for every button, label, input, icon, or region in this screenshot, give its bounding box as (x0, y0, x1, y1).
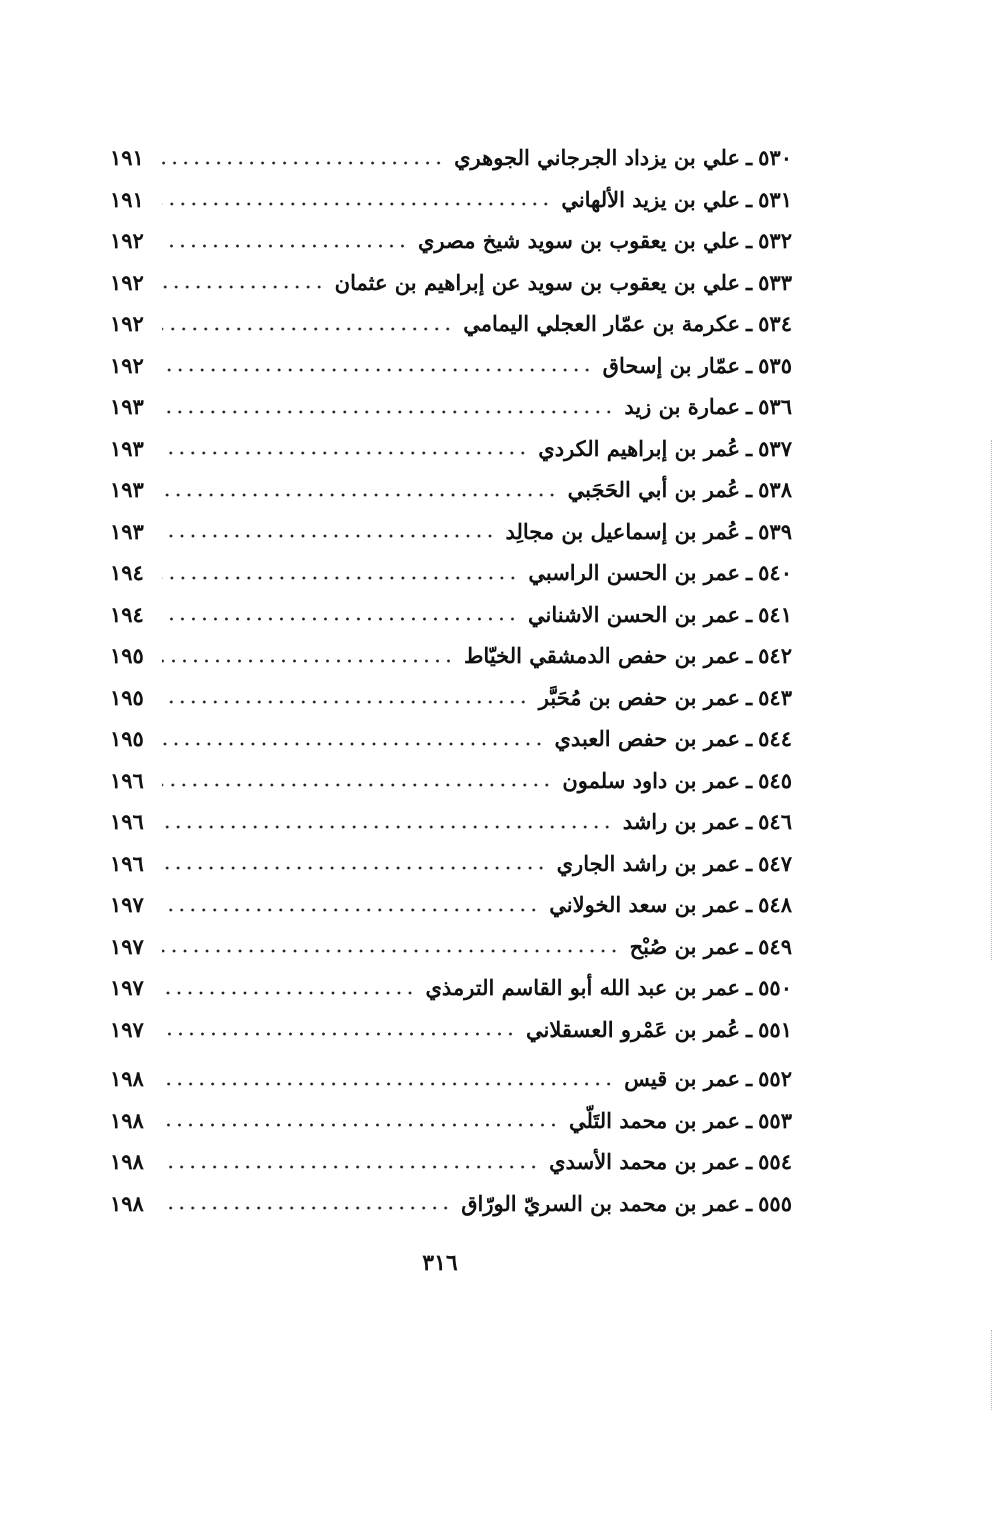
entry-separator: ـ (746, 394, 753, 420)
entry-page-number: ١٩٨ (110, 1190, 144, 1216)
entry-title: عمر بن قيس (624, 1066, 740, 1092)
entry-separator: ـ (746, 1149, 753, 1175)
entry-page-number: ١٩٧ (110, 933, 144, 959)
entry-separator: ـ (746, 1107, 753, 1133)
dot-leader (162, 1032, 516, 1036)
list-item (110, 718, 792, 760)
dot-leader (162, 783, 552, 787)
entry-number: ٥٤٠ (758, 560, 792, 586)
entry-separator: ـ (746, 933, 753, 959)
entry-separator: ـ (746, 767, 753, 793)
entry-separator: ـ (746, 726, 753, 752)
entry-separator: ـ (746, 809, 753, 835)
list-item (110, 635, 792, 677)
entry-number: ٥٣٢ (758, 228, 792, 254)
list-item (110, 594, 792, 636)
entry-page-number: ١٩٥ (110, 726, 144, 752)
entry-title: علي بن يزداد الجرجاني الجوهري (454, 145, 740, 171)
dot-leader (162, 202, 551, 206)
entry-title: عمر بن محمد الأسدي (549, 1149, 740, 1175)
entry-page-number: ١٩٦ (110, 850, 144, 876)
list-item (110, 1183, 792, 1225)
list-item (110, 1141, 792, 1183)
dot-leader (162, 659, 454, 663)
entry-number: ٥٣٨ (758, 477, 792, 503)
entry-separator: ـ (746, 684, 753, 710)
entry-separator: ـ (746, 1016, 753, 1042)
entry-number: ٥٣٩ (758, 518, 792, 544)
entry-number: ٥٤٤ (758, 726, 792, 752)
entry-separator: ـ (746, 145, 753, 171)
entry-page-number: ١٩٨ (110, 1066, 144, 1092)
dot-leader (162, 949, 620, 953)
list-item (110, 303, 792, 345)
entry-number: ٥٣٣ (758, 269, 792, 295)
entry-page-number: ١٩٢ (110, 311, 144, 337)
entry-title: عمر بن سعد الخولاني (549, 892, 740, 918)
dot-leader (162, 866, 547, 870)
list-item (110, 262, 792, 304)
scan-edge-mark (990, 1330, 992, 1410)
entry-page-number: ١٩٨ (110, 1149, 144, 1175)
entry-separator: ـ (746, 1190, 753, 1216)
entry-title: عُمر بن إسماعيل بن مجالِد (505, 518, 740, 544)
entry-separator: ـ (746, 311, 753, 337)
entry-page-number: ١٩٥ (110, 684, 144, 710)
entry-number: ٥٥٣ (758, 1107, 792, 1133)
entry-page-number: ١٩٣ (110, 394, 144, 420)
list-item (110, 137, 792, 179)
entry-title: عمر بن داود سلمون (562, 767, 740, 793)
entry-number: ٥٤٩ (758, 933, 792, 959)
scan-edge-mark (990, 440, 992, 960)
entry-title: عمر بن محمد بن السريّ الورّاق (461, 1190, 740, 1216)
dot-leader (162, 1082, 614, 1086)
entry-separator: ـ (746, 560, 753, 586)
entry-page-number: ١٩٦ (110, 767, 144, 793)
entry-title: عمر بن راشد الجاري (556, 850, 740, 876)
dot-leader (162, 576, 518, 580)
dot-leader (162, 1165, 539, 1169)
entry-separator: ـ (746, 352, 753, 378)
entry-page-number: ١٩١ (110, 145, 144, 171)
entry-separator: ـ (746, 1066, 753, 1092)
dot-leader (162, 368, 593, 372)
list-item (110, 843, 792, 885)
entry-page-number: ١٩٤ (110, 560, 144, 586)
list-item (110, 884, 792, 926)
entry-title: عمر بن صُبْح (629, 933, 740, 959)
entry-separator: ـ (746, 975, 753, 1001)
page-number: ٣١٦ (422, 1250, 458, 1276)
entry-title: عمر بن محمد التَلّي (568, 1107, 740, 1133)
entry-title: علي بن يعقوب بن سويد شيخ مصري (417, 228, 740, 254)
dot-leader (162, 285, 325, 289)
entry-number: ٥٤٣ (758, 684, 792, 710)
entry-number: ٥٥٢ (758, 1066, 792, 1092)
entry-separator: ـ (746, 477, 753, 503)
entry-separator: ـ (746, 518, 753, 544)
entry-number: ٥٤٦ (758, 809, 792, 835)
list-item (110, 511, 792, 553)
entry-title: عمر بن حفص الدمشقي الخيّاط (464, 643, 740, 669)
entry-title: عُمر بن أبي الحَجَبي (567, 477, 740, 503)
list-item (110, 220, 792, 262)
entry-number: ٥٤٢ (758, 643, 792, 669)
entry-title: علي بن يعقوب بن سويد عن إبراهيم بن عثمان (334, 269, 740, 295)
entry-number: ٥٥٤ (758, 1149, 792, 1175)
entry-number: ٥٣٥ (758, 352, 792, 378)
entry-title: عكرمة بن عمّار العجلي اليمامي (463, 311, 740, 337)
list-item (110, 1058, 792, 1100)
dot-leader (162, 493, 558, 497)
list-item (110, 552, 792, 594)
table-of-contents (110, 137, 792, 1224)
dot-leader (162, 534, 495, 538)
entry-number: ٥٤٧ (758, 850, 792, 876)
dot-leader (162, 825, 613, 829)
list-item (110, 760, 792, 802)
entry-separator: ـ (746, 601, 753, 627)
dot-leader (162, 742, 544, 746)
list-item (110, 1009, 792, 1051)
entry-separator: ـ (746, 435, 753, 461)
entry-page-number: ١٩٢ (110, 269, 144, 295)
entry-separator: ـ (746, 850, 753, 876)
entry-title: عمر بن راشد (622, 809, 740, 835)
dot-leader (162, 700, 529, 704)
dot-leader (162, 451, 528, 455)
entry-title: عمر بن حفص بن مُحَبَّر (538, 684, 740, 710)
list-item (110, 801, 792, 843)
entry-page-number: ١٩٤ (110, 601, 144, 627)
dot-leader (162, 1206, 451, 1210)
dot-leader (162, 327, 453, 331)
list-item (110, 926, 792, 968)
entry-separator: ـ (746, 892, 753, 918)
entry-separator: ـ (746, 643, 753, 669)
entry-page-number: ١٩٢ (110, 228, 144, 254)
list-item (110, 428, 792, 470)
entry-title: عمّار بن إسحاق (602, 352, 740, 378)
entry-page-number: ١٩٣ (110, 477, 144, 503)
entry-page-number: ١٩٦ (110, 809, 144, 835)
entry-number: ٥٣٠ (758, 145, 792, 171)
dot-leader (162, 1123, 559, 1127)
entry-page-number: ١٩٧ (110, 975, 144, 1001)
entry-number: ٥٥٠ (758, 975, 792, 1001)
entry-number: ٥٤٥ (758, 767, 792, 793)
entry-separator: ـ (746, 269, 753, 295)
entry-separator: ـ (746, 228, 753, 254)
list-item (110, 677, 792, 719)
entry-number: ٥٣٤ (758, 311, 792, 337)
entry-page-number: ١٩٣ (110, 435, 144, 461)
dot-leader (162, 161, 444, 165)
entry-title: عمر بن عبد الله أبو القاسم الترمذي (425, 975, 740, 1001)
entry-number: ٥٥٥ (758, 1190, 792, 1216)
list-item (110, 179, 792, 221)
list-item (110, 386, 792, 428)
entry-number: ٥٤٨ (758, 892, 792, 918)
entry-title: عمر بن الحسن الراسبي (528, 560, 740, 586)
entry-title: عُمر بن عَمْرو العسقلاني (525, 1016, 740, 1042)
entry-title: عُمر بن إبراهيم الكردي (538, 435, 740, 461)
entry-page-number: ١٩٣ (110, 518, 144, 544)
dot-leader (162, 908, 539, 912)
entry-separator: ـ (746, 186, 753, 212)
entry-page-number: ١٩٧ (110, 892, 144, 918)
entry-number: ٥٣٦ (758, 394, 792, 420)
entry-page-number: ١٩٨ (110, 1107, 144, 1133)
entry-page-number: ١٩٧ (110, 1016, 144, 1042)
entry-title: عمر بن حفص العبدي (554, 726, 740, 752)
entry-page-number: ١٩٥ (110, 643, 144, 669)
entry-title: علي بن يزيد الألهاني (561, 186, 740, 212)
dot-leader (162, 617, 518, 621)
entry-number: ٥٣١ (758, 186, 792, 212)
entry-number: ٥٤١ (758, 601, 792, 627)
entry-title: عمر بن الحسن الاشناني (527, 601, 740, 627)
list-item (110, 345, 792, 387)
dot-leader (162, 410, 614, 414)
entry-number: ٥٥١ (758, 1016, 792, 1042)
list-item (110, 469, 792, 511)
entry-title: عمارة بن زيد (624, 394, 740, 420)
entry-page-number: ١٩٢ (110, 352, 144, 378)
dot-leader (162, 991, 415, 995)
entry-page-number: ١٩١ (110, 186, 144, 212)
list-item (110, 1100, 792, 1142)
dot-leader (162, 244, 408, 248)
list-item (110, 967, 792, 1009)
entry-number: ٥٣٧ (758, 435, 792, 461)
